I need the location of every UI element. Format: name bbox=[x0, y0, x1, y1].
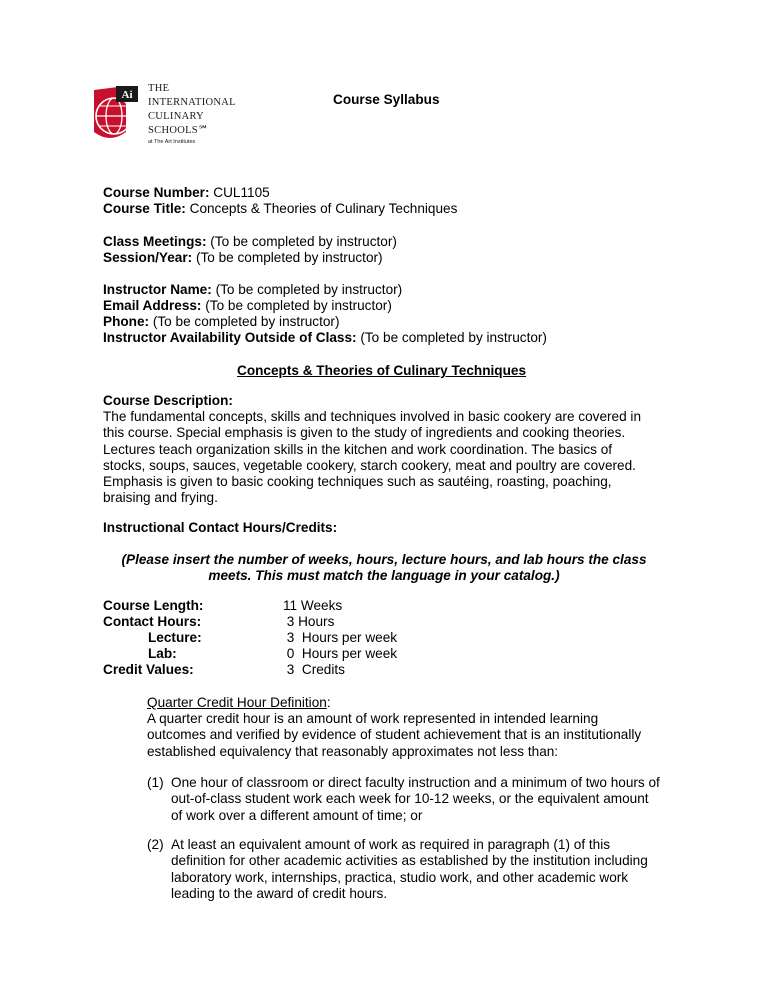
course-number: Course Number: CUL1105 bbox=[103, 185, 270, 200]
credit-definition-heading: Quarter Credit Hour Definition: bbox=[147, 695, 331, 710]
contact-hours-value: 3 Hours bbox=[283, 614, 335, 629]
logo-line: CULINARY bbox=[148, 111, 205, 122]
description-line: The fundamental concepts, skills and techniques involved in basic cookery are covered in bbox=[103, 409, 642, 424]
list-item-line: At least an equivalent amount of work as required in paragraph (1) of this bbox=[171, 837, 611, 852]
description-line: Lectures teach organization skills in the kitchen and work coordination. The basics of bbox=[103, 441, 613, 457]
course-description bbox=[103, 409, 663, 507]
description-heading: Course Description: bbox=[103, 393, 233, 408]
logo-subtitle: at The Art Institutes bbox=[148, 139, 196, 145]
email-address: Email Address: (To be completed by instructor) bbox=[103, 298, 392, 313]
globe-shield-logo-icon bbox=[92, 84, 146, 146]
list-item-line: laboratory work, internships, practica, studio work, and other academic work bbox=[171, 869, 629, 885]
credit-values-label: Credit Values: bbox=[103, 662, 194, 677]
logo-line: THE bbox=[148, 83, 170, 94]
definition-line: outcomes and verified by evidence of student achievement that is an institutionally bbox=[147, 727, 642, 743]
course-title: Course Title: Concepts & Theories of Culinary Techniques bbox=[103, 201, 458, 216]
instructor-name: Instructor Name: (To be completed by instructor) bbox=[103, 282, 403, 297]
session-year: Session/Year: (To be completed by instructor) bbox=[103, 250, 383, 265]
description-line: stocks, soups, sauces, vegetable cookery, starch cookery, meat and poultry are covered. bbox=[103, 457, 636, 473]
list-item-line: out-of-class student work each week for 10-12 weeks, or the equivalent amount bbox=[171, 791, 649, 807]
school-logo bbox=[92, 80, 252, 160]
logo-line: SCHOOLS℠ bbox=[148, 125, 209, 136]
course-length-label: Course Length: bbox=[103, 598, 204, 613]
logo-line: INTERNATIONAL bbox=[148, 97, 236, 108]
contact-note-line: (Please insert the number of weeks, hours, lecture hours, and lab hours the class bbox=[121, 552, 647, 567]
contact-hours-label: Contact Hours: bbox=[103, 614, 202, 629]
contact-heading: Instructional Contact Hours/Credits: bbox=[103, 520, 338, 535]
class-meetings: Class Meetings: (To be completed by instructor) bbox=[103, 234, 397, 249]
list-number: (1) bbox=[147, 775, 164, 790]
description-line: braising and frying. bbox=[103, 490, 218, 506]
course-length-value: 11 Weeks bbox=[283, 598, 343, 613]
page-title: Course Syllabus bbox=[333, 92, 440, 107]
definition-line: established equivalency that reasonably approximates not less than: bbox=[147, 743, 559, 759]
list-item bbox=[171, 837, 691, 902]
description-line: Emphasis is given to basic cooking techniques such as sautéing, roasting, poaching, bbox=[103, 474, 612, 490]
description-line: this course. Special emphasis is given to the study of ingredients and cooking theories. bbox=[103, 425, 626, 441]
credit-definition-text bbox=[147, 711, 641, 760]
list-item-line: leading to the award of credit hours. bbox=[171, 885, 388, 901]
lecture-label: Lecture: bbox=[148, 630, 202, 645]
list-item bbox=[171, 775, 691, 824]
lab-label: Lab: bbox=[148, 646, 177, 661]
logo-mark: Ai bbox=[121, 89, 133, 101]
list-item-line: One hour of classroom or direct faculty instruction and a minimum of two hours of bbox=[171, 775, 660, 790]
contact-note-line: meets. This must match the language in your catalog.) bbox=[208, 568, 560, 583]
lecture-value: 3 Hours per week bbox=[283, 630, 398, 645]
instructor-availability: Instructor Availability Outside of Class: (To be completed by instructor) bbox=[103, 330, 547, 345]
logo-wordmark bbox=[148, 82, 236, 146]
list-item-line: definition for other academic activities as established by the institution including bbox=[171, 853, 648, 869]
lab-value: 0 Hours per week bbox=[283, 646, 398, 661]
phone: Phone: (To be completed by instructor) bbox=[103, 314, 340, 329]
list-number: (2) bbox=[147, 837, 164, 852]
section-heading: Concepts & Theories of Culinary Techniques bbox=[237, 363, 527, 378]
definition-line: A quarter credit hour is an amount of work represented in intended learning bbox=[147, 711, 599, 726]
list-item-line: of work over a different amount of time; or bbox=[171, 807, 423, 823]
credit-values-value: 3 Credits bbox=[283, 662, 345, 677]
